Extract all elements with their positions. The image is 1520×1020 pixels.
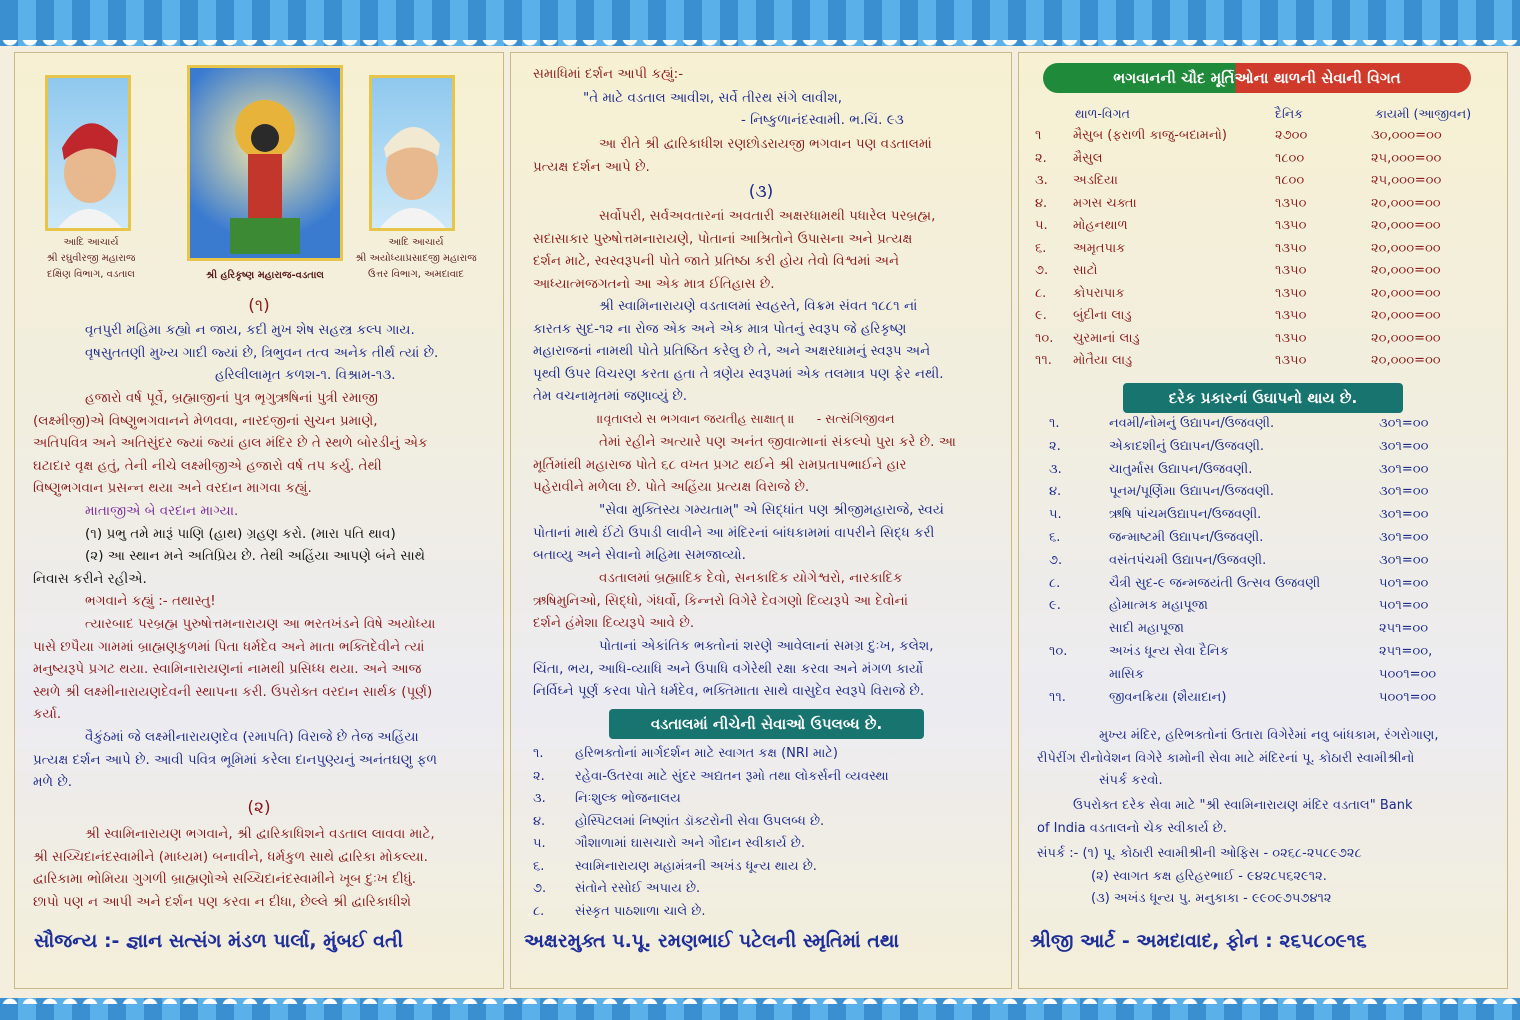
udhapan-heading: દરેક પ્રકારનાં ઉઘાપનો થાય છે. — [1123, 383, 1403, 413]
portrait-raghuvirji — [45, 75, 131, 231]
udhapan-row — [1049, 595, 1489, 617]
service-number: ૮. — [533, 903, 545, 919]
udhapan-row — [1049, 504, 1489, 526]
udhapan-cell-amt: ૫૦૧=૦૦ — [1379, 575, 1429, 591]
portrait-caption-1: આદિ આચાર્ય શ્રી રઘુવીરજી મહારાજ દક્ષિણ વિભાગ, વડતાલ — [46, 237, 136, 280]
udhapan-cell-n: ૭. — [1049, 552, 1063, 568]
bottom-wave-decoration — [0, 990, 1520, 1004]
udhapan-cell-item: ઋષિ પાંચમઉદ્યાપન/ઉજવણી. — [1109, 507, 1262, 523]
udhapan-row — [1049, 573, 1489, 595]
thal-row — [1035, 328, 1495, 350]
udhapan-cell-amt: ૩૦૧=૦૦ — [1379, 416, 1429, 431]
col2-para1: આ રીતે શ્રી દ્વારિકાધીશ રણછોડરાયજી ભગવાન પણ વડતાલમાં પ્રત્યક્ષ દર્શન આપે છે. — [533, 136, 932, 175]
udhapan-cell-n: ૮. — [1049, 575, 1061, 591]
udhapan-cell-amt: ૩૦૧=૦૦ — [1379, 507, 1429, 523]
thal-cell-perm: ૨૦,૦૦૦=૦૦ — [1371, 308, 1441, 323]
thal-heading: ભગવાનની ચૌદ મૂર્તિઓના થાળની સેવાની વિગત — [1043, 63, 1471, 93]
services-heading: વડતાલમાં નીચેની સેવાઓ ઉપલબ્ધ છે. — [609, 709, 924, 739]
para-history: હજારો વર્ષ પૂર્વે, બ્રહ્માજીનાં પુત્ર ભૃગુઋષિનાં પુત્રી રમાજી (લક્ષ્મીજી)એ વિષ્ણુભગવાનને મેળવવા, નારદજીનાં સુચન પ્રમાણે, અતિપવિત્ર અને અતિસુંદર જ્યાં જ્યાં હાલ મંદિર છે તે સ્થળે બોરડીનું એક ઘટાદાર વૃક્ષ હતું, તેની નીચે લક્ષ્મીજીએ હજારો વર્ષ તપ કર્યુ. તેથી વિષ્ણુભગવાન પ્રસન્ન થયા અને વરદાન માગવા કહ્યું. — [33, 390, 428, 497]
udhapan-cell-item: એકાદશીનું ઉદ્યાપન/ઉજવણી. — [1109, 438, 1265, 454]
udhapan-cell-n: ૫. — [1049, 507, 1062, 523]
footer-center: અક્ષરમુક્ત પ.પૂ. રમણભાઈ પટેલની સ્મૃતિમાં તથા — [524, 930, 900, 952]
right-panel — [1018, 52, 1508, 989]
service-text: સ્વામિનારાયણ મહામંત્રની અખંડ ધૂન્ય થાય છે. — [575, 858, 817, 874]
udhapan-cell-amt: ૫૦૧=૦૦ — [1379, 598, 1429, 614]
service-item — [533, 856, 1003, 878]
thal-cell-daily: ૧૩૫૦ — [1275, 240, 1307, 256]
thal-cell-daily: ૨૭૦૦ — [1275, 128, 1308, 143]
col2-quote: "તે માટે વડતાલ આવીશ, સર્વે તીરથ સંગે લાવીશ, — [583, 90, 843, 106]
service-number: ૫. — [533, 836, 546, 851]
thal-cell-item: મૈસુલ — [1073, 150, 1103, 166]
thal-cell-n: ૧ — [1035, 128, 1042, 143]
udhapan-cell-n: ૧. — [1049, 416, 1060, 431]
thal-row — [1035, 350, 1495, 372]
thal-cell-item: સાટો — [1073, 263, 1098, 278]
contact-dhun: (૩) અખંડ ધૂન્ય પુ. મનુકાકા - ૯૯૦૯૭૫૭૪૧૨ — [1091, 891, 1332, 907]
thal-cell-n: ૯. — [1035, 308, 1047, 323]
col2-para2: સર્વોપરી, સર્વઅવતારનાં અવતારી અક્ષરધામથી પધારેલ પરબ્રહ્મ, સદાસાકાર પુરુષોત્તમનારાયણે, પોતાનાં આશ્રિતોને ઉપાસના અને પ્રત્યક્ષ દર્શન માટે, સ્વસ્વરૂપની પોતે જાતે પ્રતિષ્ઠા કરી હોય તેવો વિશ્વમાં અને આધ્યાત્મજગતનો આ એક માત્ર ઈતિહાસ છે. — [533, 208, 936, 292]
thal-cell-item: અડદિયા — [1073, 173, 1118, 188]
thal-cell-item: મોહનથાળ — [1073, 218, 1128, 233]
portrait-caption-2: શ્રી હરિકૃષ્ણ મહારાજ-વડતાલ — [206, 270, 324, 281]
service-text: હોસ્પિટલમાં નિષ્ણાંત ડૉક્ટરોની સેવા ઉપલબ્ધ છે. — [575, 813, 825, 829]
service-item — [533, 878, 1003, 900]
col2-para5: "સેવા મુક્તિસ્ય ગમ્યતામ્" એ સિદ્ધાંત પણ શ્રીજીમહારાજે, સ્વયં પોતાનાં માથે ઈંટો ઉપાડી લાવીને આ મંદિરનાં બાંધકામમાં વાપરીને સિદ્ધ કરી બતાવ્યુ અને સેવાનો મહિમા સમજાવ્યો. — [533, 502, 944, 564]
udhapan-row — [1049, 550, 1489, 572]
thal-cell-daily: ૧૩૫૦ — [1275, 330, 1307, 346]
udhapan-cell-item: ચૈત્રી સુદ-૯ જન્મજયંતી ઉત્સવ ઉજવણી — [1109, 575, 1321, 591]
col2-para7: પોતાનાં એકાંતિક ભક્તોનાં શરણે આવેલાનાં સમગ્ર દુઃખ, કલેશ, ચિંતા, ભય, આધિ-વ્યાધિ અને ઉપાધિ વગેરેથી રક્ષા કરવા અને મંગળ કાર્યો નિર્વિઘ્ને પૂર્ણ કરવા પોતે ધર્મદેવ, ભક્તિમાતા સાથે વાસુદેવ સ્વરૂપે વિરાજે છે. — [533, 638, 934, 700]
udhapan-cell-item: સાદી મહાપૂજા — [1109, 621, 1184, 637]
boons-block: માતાજીએ બે વરદાન માગ્યા. (૧) પ્રભુ તમે મારૂં પાણિ (હાથ) ગ્રહણ કરો. (મારા પતિ થાવ) (૨) આ સ્થાન મને અતિપ્રિય છે. તેથી અહિંયા આપણે બંને સાથે નિવાસ કરીને રહીએ. ભગવાને કહ્યું :- તથાસ્તુ! — [33, 503, 425, 610]
thal-cell-n: ૫. — [1035, 218, 1048, 233]
udhapan-cell-n: ૩. — [1049, 461, 1062, 477]
thal-cell-item: બુંદીના લાડુ — [1073, 308, 1132, 323]
thal-table-header: થાળ-વિગત દૈનિક કાયમી (આજીવન) — [1075, 106, 1472, 121]
thal-cell-n: ૬. — [1035, 240, 1047, 256]
udhapan-cell-item: જન્માષ્ટમી ઉદ્યાપન/ઉજવણી. — [1109, 530, 1264, 545]
service-item — [533, 811, 1003, 833]
udhapan-cell-amt: ૩૦૧=૦૦ — [1379, 461, 1429, 477]
thal-cell-daily: ૧૩૫૦ — [1275, 218, 1307, 233]
contact-office: સંપર્ક :- (૧) પૂ. કોઠારી સ્વામીશ્રીની ઓફિસ - ૦૨૬૮-૨૫૮૯૭૨૮ — [1037, 846, 1362, 861]
udhapan-cell-n: ૨. — [1049, 438, 1061, 454]
thal-cell-perm: ૨૦,૦૦૦=૦૦ — [1371, 353, 1441, 368]
bank-note: ઉપરોક્ત દરેક સેવા માટે "શ્રી સ્વામિનારાયણ મંદિર વડતાલ" Bank of India વડતાલનો ચેક સ્વીકાર્ય છે. — [1037, 798, 1413, 836]
thal-cell-perm: ૨૦,૦૦૦=૦૦ — [1371, 218, 1441, 233]
udhapan-row — [1049, 481, 1489, 503]
udhapan-cell-item: હોમાત્મક મહાપૂજા — [1109, 598, 1208, 614]
service-item — [533, 901, 1003, 923]
col2-quote-source: - નિષ્કુળાનંદસ્વામી. ભ.ચિં. ૯૩ — [741, 112, 904, 128]
col2-para6: વડતાલમાં બ્રહ્માદિક દેવો, સનકાદિક યોગેશ્વરો, નારકાદિક ઋષિમુનિઓ, સિદ્ધો, ગંધર્વો, કિન્નરો વિગેરે દેવગણો દિવ્યરૂપે આ દેવોનાં દર્શને હંમેશા દિવ્યરૂપે આવે છે. — [533, 570, 908, 632]
udhapan-cell-amt: ૨૫૧=૦૦, — [1379, 644, 1433, 659]
service-item — [533, 766, 1003, 788]
service-number: ૨. — [533, 768, 545, 784]
thal-row — [1035, 260, 1495, 282]
thal-cell-perm: ૨૦,૦૦૦=૦૦ — [1371, 195, 1441, 211]
section-3-heading: (૩) — [748, 182, 774, 202]
thal-row — [1035, 215, 1495, 237]
udhapan-row — [1049, 664, 1489, 686]
footer-right: શ્રીજી આર્ટ - અમદાવાદ, ફોન : ૨૬૫૮૦૯૧૬ — [1030, 930, 1367, 952]
thal-cell-perm: ૨૦,૦૦૦=૦૦ — [1371, 263, 1441, 278]
verse-block: વૃતપુરી મહિમા કહ્યો ન જાય, કદી મુખ શેષ સહસ્ત્ર કલ્પ ગાય. વૃષસુતતણી મુખ્ય ગાદી જ્યાં છે, ત્રિભુવન તત્વ અનેક તીર્થ ત્યાં છે. હરિલીલામૃત કળશ-૧. વિશ્રામ-૧૩. — [85, 322, 439, 384]
col2-para4: તેમાં રહીને અત્યારે પણ અનંત જીવાત્માનાં સંકલ્પો પુરા કરે છે. આ મૂર્તિમાંથી મહારાજ પોતે ૬૮ વખત પ્રગટ થઈને શ્રી રામપ્રતાપભાઈને હાર પહેરાવીને મળેલા છે. પોતે અહિંયા પ્રત્યક્ષ વિરાજે છે. — [533, 434, 956, 496]
thal-cell-perm: ૨૦,૦૦૦=૦૦ — [1371, 240, 1441, 256]
para-incarnation: ત્યારબાદ પરબ્રહ્મ પુરુષોત્તમનારાયણ આ ભરતખંડને વિષે અયોધ્યા પાસે છપૈયા ગામમાં બ્રાહ્મણકુળમાં પિતા ધર્મદેવ અને માતા ભક્તિદેવીને ત્યાં મનુષ્યરૂપે પ્રગટ થયા. સ્વામિનારાયણનાં નામથી પ્રસિધ્ધ થયા. અને આજ સ્થળે શ્રી લક્ષ્મીનારાયણદેવની સ્થાપના કરી. ઉપરોક્ત વરદાન સાર્થક (પૂર્ણ) કર્યા. — [33, 616, 436, 723]
thal-cell-daily: ૧૩૫૦ — [1275, 263, 1307, 278]
left-panel — [14, 52, 504, 989]
udhapan-cell-item: માસિક — [1109, 666, 1145, 682]
thal-cell-n: ૩. — [1035, 173, 1048, 188]
thal-cell-item: અમૃતપાક — [1073, 240, 1126, 256]
thal-cell-item: મૈસુબ (ફરાળી કાજુ-બદામનો) — [1073, 128, 1227, 143]
service-item — [533, 788, 1003, 810]
contacts — [1037, 843, 1499, 911]
construction-note: મુખ્ય મંદિર, હરિભક્તોનાં ઉતારા વિગેરેમાં નવુ બાંધકામ, રંગરોગાણ, રીપેરીંગ રીનોવેશન વિગેરે કામોની સેવા માટે મંદિરનાં પૂ. કોઠારી સ્વામીશ્રીનો સંપર્ક કરવો. — [1037, 728, 1439, 789]
thal-cell-item: મોતૈયા લાડુ — [1073, 353, 1133, 368]
udhapan-row — [1049, 641, 1489, 663]
udhapan-cell-item: નવમી/નોમનું ઉદ્યાપન/ઉજવણી. — [1109, 416, 1275, 431]
thal-cell-daily: ૧૩૫૦ — [1275, 285, 1307, 301]
udhapan-cell-n: ૪. — [1049, 484, 1062, 500]
acharya-portrait-icon — [48, 78, 128, 228]
udhapan-row — [1049, 618, 1489, 640]
thal-cell-n: ૮. — [1035, 285, 1047, 301]
udhapan-cell-item: વસંતપંચમી ઉદ્યાપન/ઉજવણી. — [1109, 552, 1267, 568]
thal-row — [1035, 125, 1495, 147]
udhapan-cell-amt: ૩૦૧=૦૦ — [1379, 438, 1429, 454]
thal-row — [1035, 148, 1495, 170]
thal-cell-n: ૭. — [1035, 263, 1049, 278]
udhapan-row — [1049, 436, 1489, 458]
udhapan-cell-amt: ૨૫૧=૦૦ — [1379, 621, 1429, 637]
thal-cell-item: ચુરમાનાં લાડુ — [1073, 330, 1140, 346]
service-number: ૬. — [533, 858, 545, 874]
footer-left: સૌજન્ય :- જ્ઞાન સત્સંગ મંડળ પાર્લા, મુંબઈ વતી — [34, 930, 403, 952]
service-number: ૧. — [533, 746, 544, 761]
contact-reception: (૨) સ્વાગત કક્ષ હરિહરભાઈ - ૯૪૨૮૫૬૨૯૧૨. — [1091, 868, 1327, 884]
service-number: ૪. — [533, 813, 546, 829]
thal-row — [1035, 305, 1495, 327]
portrait-ayodhyaprasadji — [369, 75, 455, 231]
udhapan-cell-item: ચાતુર્માસ ઉદ્યાપન/ઉજવણી. — [1109, 461, 1253, 477]
service-item — [533, 743, 1003, 765]
para-vaikunth: વૈકુંઠમાં જે લક્ષ્મીનારાયણદેવ (રમાપતિ) વિરાજે છે તેજ અહિંયા પ્રત્યક્ષ દર્શન આપે છે. આવી પવિત્ર ભૂમિમાં કરેલા દાનપુણ્યનું અનંતઘણુ ફળ મળે છે. — [33, 729, 437, 791]
udhapan-cell-amt: ૩૦૧=૦૦ — [1379, 552, 1429, 568]
udhapan-cell-n: ૧૧. — [1049, 689, 1066, 705]
service-text: સંતોને રસોઈ અપાય છે. — [575, 881, 701, 896]
thal-cell-perm: ૨૦,૦૦૦=૦૦ — [1371, 330, 1441, 346]
udhapan-cell-n: ૧૦. — [1049, 644, 1068, 659]
col2-intro: સમાધિમાં દર્શન આપી કહ્યું:- — [533, 66, 684, 82]
thal-row — [1035, 283, 1495, 305]
udhapan-row — [1049, 459, 1489, 481]
col2-sloka: ॥વૃતાલયે સ ભગવાન જયતીહ સાક્ષાત્ ॥ - સત્સંગિજીવન — [597, 411, 895, 426]
portrait-caption-3: આદિ આચાર્ય શ્રી અયોધ્યાપ્રસાદજી મહારાજ ઉત્તર વિભાગ, અમદાવાદ — [355, 237, 477, 280]
udhapan-cell-amt: ૩૦૧=૦૦ — [1379, 530, 1429, 545]
thal-cell-daily: ૧૩૫૦ — [1275, 353, 1307, 368]
thal-cell-perm: ૨૫,૦૦૦=૦૦ — [1371, 173, 1442, 188]
section-2-heading: (૨) — [247, 798, 271, 818]
udhapan-cell-amt: ૫૦૦૧=૦૦ — [1379, 666, 1437, 682]
service-text: રહેવા-ઉતરવા માટે સુંદર અદ્યતન રૂમો તથા લોકર્સની વ્યવસ્થા — [575, 768, 889, 784]
thal-cell-n: ૧૧. — [1035, 353, 1052, 368]
udhapan-cell-amt: ૫૦૦૧=૦૦ — [1379, 689, 1437, 705]
thal-cell-daily: ૧૮૦૦ — [1275, 173, 1305, 188]
thal-row — [1035, 193, 1495, 215]
service-number: ૭. — [533, 881, 547, 896]
service-text: સંસ્કૃત પાઠશાળા ચાલે છે. — [575, 903, 706, 919]
portrait-harikrishna-maharaj — [187, 65, 343, 261]
thal-cell-daily: ૧૩૫૦ — [1275, 195, 1307, 211]
udhapan-row — [1049, 413, 1489, 435]
thal-cell-perm: ૩૦,૦૦૦=૦૦ — [1371, 128, 1442, 143]
section-1-heading: (૧) — [248, 296, 270, 316]
thal-row — [1035, 238, 1495, 260]
thal-cell-item: મગસ ચક્તા — [1073, 195, 1137, 211]
udhapan-cell-item: અખંડ ધૂન્ય સેવા દૈનિક — [1109, 644, 1229, 659]
service-text: હરિભક્તોનાં માર્ગદર્શન માટે સ્વાગત કક્ષ (NRI માટે) — [575, 746, 838, 761]
udhapan-cell-item: જીવનક્રિયા (શૈયાદાન) — [1109, 689, 1227, 705]
udhapan-row — [1049, 687, 1489, 709]
thal-cell-item: કોપરાપાક — [1073, 285, 1125, 301]
middle-panel — [510, 52, 1012, 989]
thal-cell-daily: ૧૩૫૦ — [1275, 308, 1307, 323]
para-dwarika: શ્રી સ્વામિનારાયણ ભગવાને, શ્રી દ્વારિકાધિશને વડતાલ લાવવા માટે, શ્રી સચ્ચિદાનંદસ્વામીને (માધ્યમ) બનાવીને, ધર્મકુળ સાથે દ્વારિકા મોકલ્યા. દ્વારિકામા ભોમિયા ગુગળી બ્રાહ્મણોએ સચ્ચિદાનંદસ્વામીને ખૂબ દુઃખ દીધું. છાપો પણ ન આપી અને દર્શન પણ કરવા ન દીધા, છેલ્લે શ્રી દ્વારિકાધીશે — [33, 826, 435, 910]
udhapan-cell-amt: ૩૦૧=૦૦ — [1379, 484, 1429, 500]
thal-cell-n: ૧૦. — [1035, 330, 1054, 346]
udhapan-cell-n: ૬. — [1049, 530, 1061, 545]
thal-row — [1035, 170, 1495, 192]
col2-para3: શ્રી સ્વામિનારાયણે વડતાલમાં સ્વહસ્તે, વિક્રમ સંવત ૧૮૮૧ નાં કારતક સુદ-૧૨ ના રોજ એક અને એક માત્ર પોતનું સ્વરૂપ જે હરિકૃષ્ણ મહારાજનાં નામથી પોતે પ્રતિષ્ઠિત કરેલુ છે તે, અને અક્ષરધામનું સ્વરૂપ અને પૃથ્વી ઉપર વિચરણ કરતા હતા તે ત્રણેય સ્વરૂપમાં એક તલમાત્ર પણ ફેર નથી. તેમ વચનામૃતમાં જણાવ્યું છે. — [533, 298, 944, 405]
udhapan-row — [1049, 527, 1489, 549]
service-text: ગૌશાળામાં ઘાસચારો અને ગૌદાન સ્વીકાર્ય છે. — [575, 836, 805, 851]
deity-idol-icon — [190, 68, 340, 258]
service-text: નિઃશુલ્ક ભોજનાલય — [575, 791, 681, 806]
service-item — [533, 833, 1003, 855]
thal-cell-n: ૪. — [1035, 195, 1048, 211]
thal-cell-perm: ૨૫,૦૦૦=૦૦ — [1371, 150, 1442, 166]
thal-cell-perm: ૨૦,૦૦૦=૦૦ — [1371, 285, 1441, 301]
udhapan-cell-n: ૯. — [1049, 598, 1061, 614]
udhapan-cell-item: પૂનમ/પૂર્ણિમા ઉદ્યાપન/ઉજવણી. — [1109, 484, 1275, 500]
thal-cell-n: ૨. — [1035, 150, 1047, 166]
acharya-portrait-icon — [372, 78, 452, 228]
service-number: ૩. — [533, 791, 546, 806]
thal-cell-daily: ૧૮૦૦ — [1275, 150, 1305, 166]
